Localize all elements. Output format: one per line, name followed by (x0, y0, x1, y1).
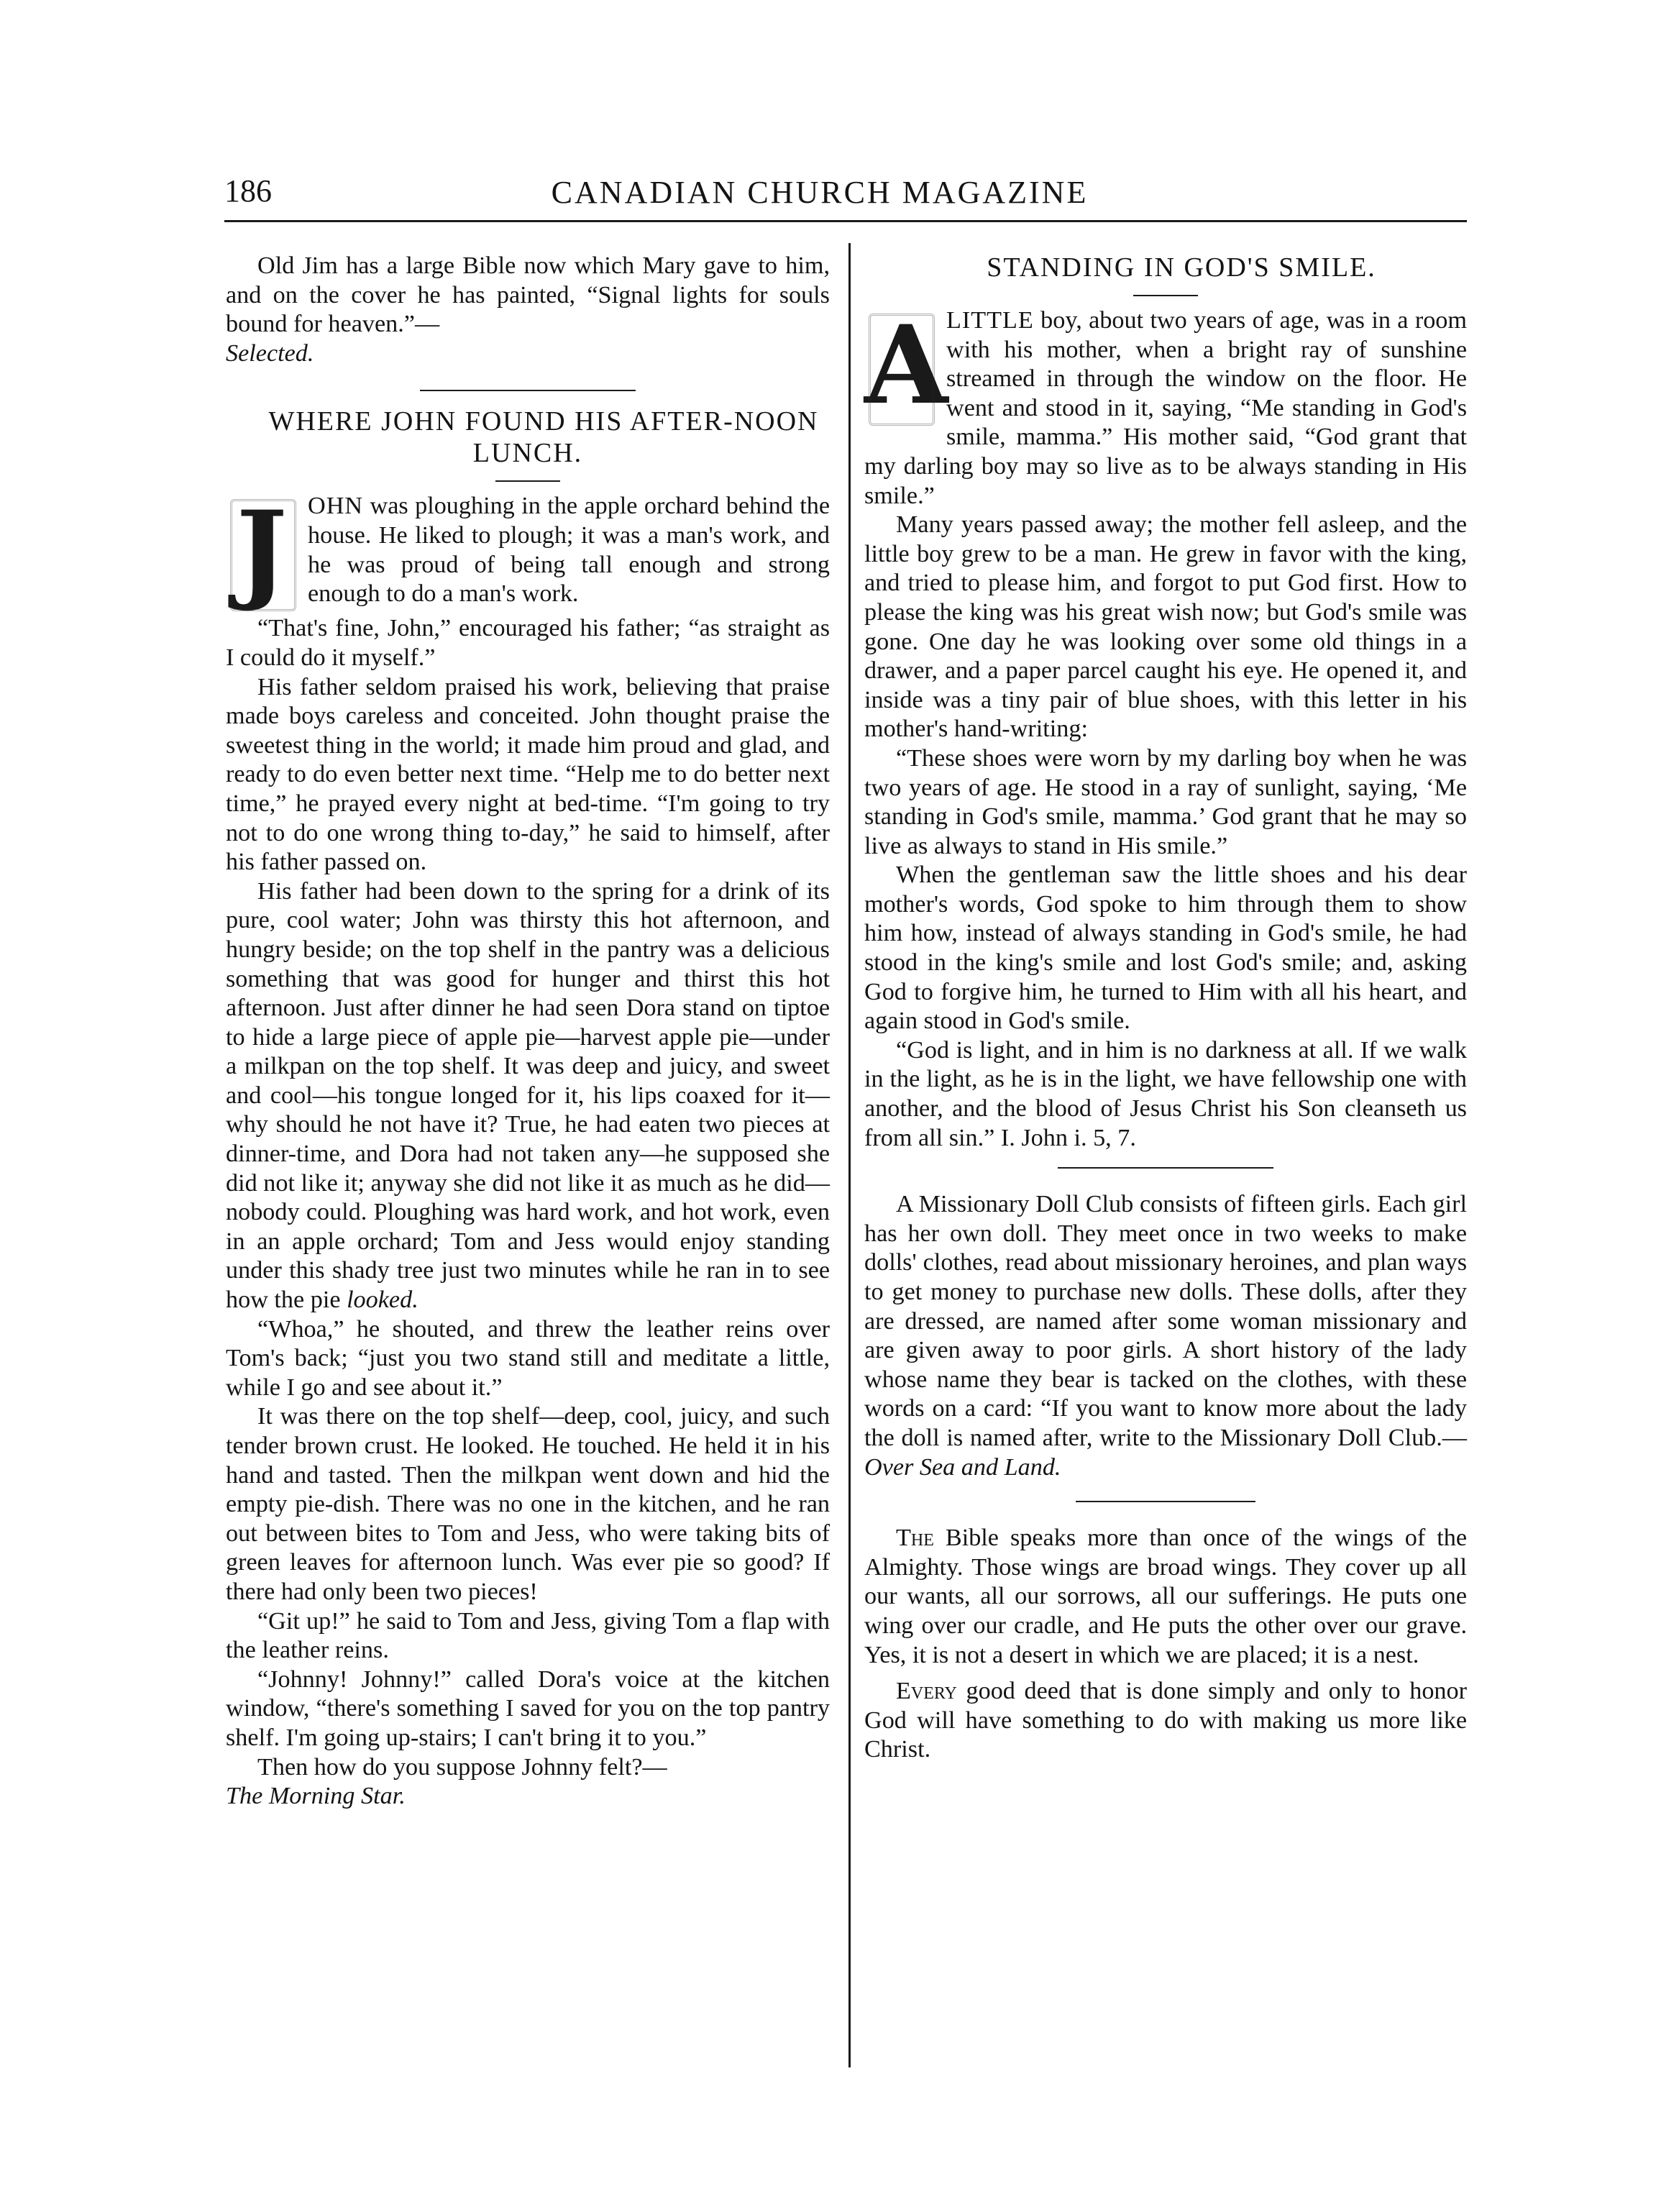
story-paragraph: When the gentleman saw the little shoes and his dear mother's words, God spoke to him through them to show him how, instead of always standing in God's smile, he had stood in the king's smile and lost God's smile; and, asking God to forgive him, he turned to Him with all his heart, and again stood in God's smile. (864, 862, 1467, 1035)
story-paragraph: JOHN was ploughing in the apple orchard behind the house. He liked to plough; it was a man's work, and he was proud of being tall enough and strong enough to do a man's work. (226, 492, 830, 608)
left-column (226, 252, 830, 1811)
page-number: 186 (224, 173, 272, 209)
story-paragraph: His father seldom praised his work, believing that praise made boys careless and conceited. John thought praise the sweetest thing in the world; it made him proud and glad, and ready to do even better next time. “Help me to do better next time,” he prayed every night at bed-time. “I'm going to try not to do one wrong thing to-day,” he said to himself, after his father passed on. (226, 673, 830, 876)
section-divider (1076, 1501, 1255, 1502)
section-divider (1058, 1167, 1273, 1169)
story-paragraph: “That's fine, John,” encouraged his father; “as straight as I could do it myself.” (226, 615, 830, 671)
running-title: CANADIAN CHURCH MAGAZINE (551, 175, 1089, 210)
story-paragraph: Many years passed away; the mother fell asleep, and the little boy grew to be a man. He grew in favor with the king, and tried to please him, and forgot to put God first. How to please the king was his great wish now; but God's smile was gone. One day he was looking over some old things in a drawer, and a paper parcel caught his eye. He opened it, and inside was a tiny pair of blue shoes, with this letter in his mother's hand-writing: (864, 511, 1467, 743)
story-paragraph: “These shoes were worn by my darling boy when he was two years of age. He stood in a ray of sunlight, saying, ‘Me standing in God's smile, mamma.’ God grant that he may so live as always to stand in His smile.” (864, 744, 1467, 859)
dropcap-letter: A (864, 302, 948, 429)
story-paragraph: His father had been down to the spring for a drink of its pure, cool water; John was thirsty this hot afternoon, and hungry beside; on the top shelf in the pantry was a delicious something that was good for hunger and thirst this hot afternoon. Just after dinner he had seen Dora stand on tiptoe to hide a large piece of apple pie—harvest apple pie—under a milkpan on the top shelf. It was deep and juicy, and sweet and cool—his tongue longed for it, his lips coaxed for it—why should he not have it? True, he had eaten two pieces at dinner-time, and Dora had not taken any—he supposed she did not like it; anyway she did not like it as much as he did—nobody could. Ploughing was hard work, and hot work, even in an apple orchard; Tom and Jess would enjoy standing under this shady tree just two minutes while he ran in to see how the pie looked. (226, 877, 830, 1314)
story-paragraph: “Johnny! Johnny!” called Dora's voice at the kitchen window, “there's something I saved for you on the top pantry shelf. I'm going up-stairs; I can't bring it to you.” (226, 1665, 830, 1751)
header-rule (224, 220, 1467, 222)
good-deed-paragraph: Every good deed that is done simply and only to honor God will have something to do with making us more like Christ. (864, 1678, 1467, 1763)
section-divider (420, 390, 636, 391)
story-paragraph: “God is light, and in him is no darkness at all. If we walk in the light, as he is in the light, we have fellowship one with another, and the blood of Jesus Christ his Son cleanseth us from all sin.” I. John i. 5, 7. (864, 1036, 1467, 1151)
wings-paragraph: The Bible speaks more than once of the wings of the Almighty. Those wings are broad wings. They cover up all our wants, all our sorrows, all our sufferings. He puts one wing over our cradle, and He puts the other over our grave. Yes, it is not a desert in which we are placed; it is a nest. (864, 1525, 1467, 1668)
intro-paragraph: Old Jim has a large Bible now which Mary gave to him, and on the cover he has painted, “Signal lights for souls bound for heaven.”— Selected. (226, 252, 830, 367)
story-title: STANDING IN GOD'S SMILE. (987, 252, 1376, 283)
title-rule (1133, 295, 1198, 296)
intro-source: Selected. (226, 339, 314, 367)
story-source: The Morning Star. (226, 1783, 406, 1810)
story-paragraph: “Git up!” he said to Tom and Jess, giving Tom a flap with the leather reins. (226, 1607, 830, 1664)
right-column (864, 252, 1467, 1765)
story-title: WHERE JOHN FOUND HIS AFTER-NOON LUNCH. (268, 406, 819, 469)
dropcap-letter: J (226, 493, 298, 614)
title-rule (495, 480, 560, 482)
column-divider (848, 243, 851, 2067)
doll-club-source: Over Sea and Land. (864, 1453, 1061, 1481)
story-paragraph: It was there on the top shelf—deep, cool, juicy, and such tender brown crust. He looked. He touched. He held it in his hand and tasted. Then the milkpan went down and hid the empty pie-dish. There was no one in the kitchen, and he ran out between bites to Tom and Jess, who were taking bits of green leaves for afternoon lunch. Was ever pie so good? If there had only been two pieces! (226, 1403, 830, 1605)
doll-club-paragraph: A Missionary Doll Club consists of fifteen girls. Each girl has her own doll. They meet once in two weeks to make dolls' clothes, read about missionary heroines, and plan ways to get money to purchase new dolls. These dolls, after they are dressed, are named after some woman missionary and are given away to poor girls. A short history of the lady whose name they bear is tacked on the clothes, with these words on a card: “If you want to know more about the lady the doll is named after, write to the Missionary Doll Club.—Over Sea and Land. (864, 1191, 1467, 1481)
story-paragraph: A LITTLE boy, about two years of age, was in a room with his mother, when a bright ray of sunshine streamed in through the window on the floor. He went and stood in it, saying, “Me standing in God's smile, mamma.” His mother said, “God grant that my darling boy may so live as to be always standing in His smile.” (864, 302, 1467, 509)
story-paragraph: Then how do you suppose Johnny felt?— The Morning Star. (226, 1753, 667, 1810)
story-paragraph: “Whoa,” he shouted, and threw the leather reins over Tom's back; “just you two stand still and meditate a little, while I go and see about it.” (226, 1315, 830, 1401)
